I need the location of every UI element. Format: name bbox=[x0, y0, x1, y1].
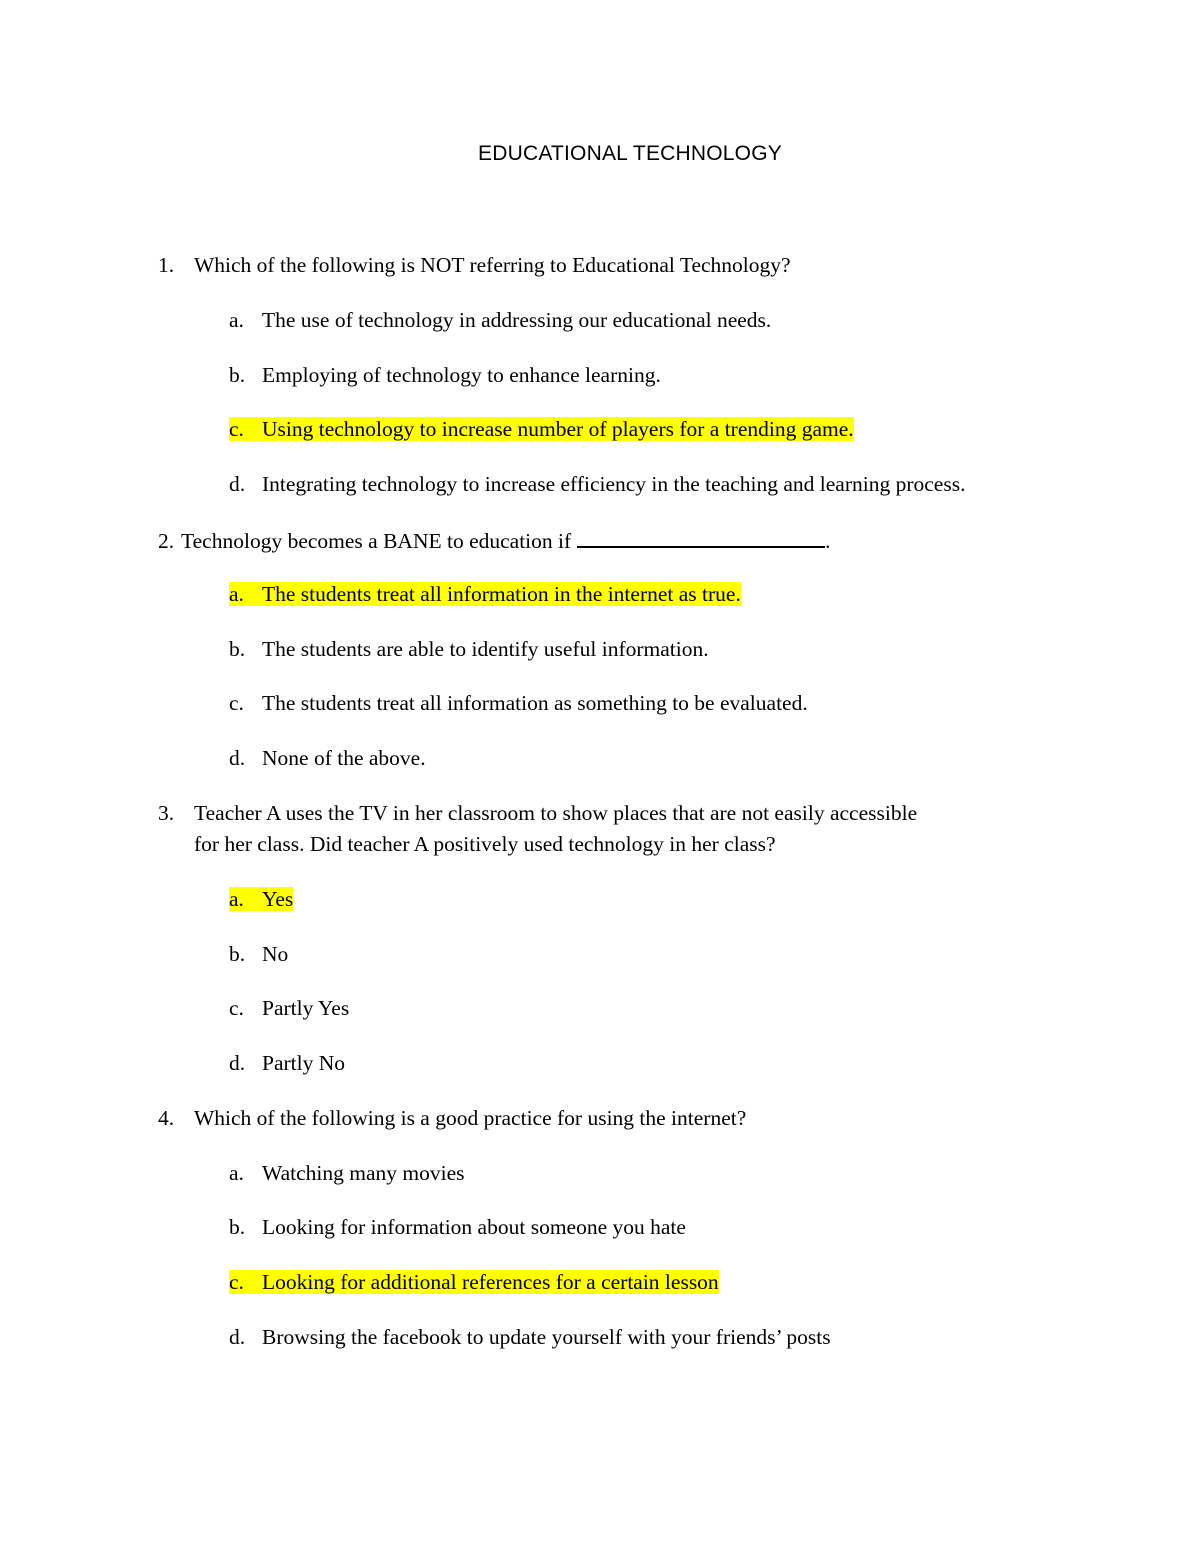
option-letter: d. bbox=[229, 472, 246, 496]
option-letter: c. bbox=[229, 691, 244, 715]
option-1a bbox=[229, 305, 771, 335]
option-3b bbox=[229, 939, 288, 969]
option-4d bbox=[229, 1322, 831, 1352]
option-letter: a. bbox=[229, 1161, 244, 1185]
option-letter: c. bbox=[229, 996, 244, 1020]
option-1d bbox=[229, 469, 965, 499]
option-4c-highlighted bbox=[229, 1267, 719, 1297]
option-text: Looking for information about someone you hate bbox=[262, 1215, 686, 1239]
question-number: 2. bbox=[158, 529, 175, 553]
option-text: Using technology to increase number of players for a trending game. bbox=[262, 417, 854, 441]
document-title: EDUCATIONAL TECHNOLOGY bbox=[478, 142, 782, 165]
option-4b bbox=[229, 1212, 686, 1242]
question-text: Technology becomes a BANE to education if bbox=[181, 529, 572, 553]
option-letter: c. bbox=[229, 1270, 244, 1294]
option-4a bbox=[229, 1158, 464, 1188]
option-text: The students are able to identify useful information. bbox=[262, 637, 709, 661]
option-text: Looking for additional references for a certain lesson bbox=[262, 1270, 719, 1294]
question-4 bbox=[158, 1103, 746, 1133]
question-1 bbox=[158, 250, 791, 280]
question-text: Which of the following is a good practice for using the internet? bbox=[194, 1106, 747, 1130]
question-2 bbox=[158, 524, 831, 556]
option-text: Partly Yes bbox=[262, 996, 350, 1020]
question-number: 3. bbox=[158, 801, 175, 825]
question-number: 4. bbox=[158, 1106, 175, 1130]
option-2a-highlighted bbox=[229, 579, 741, 609]
option-text: None of the above. bbox=[262, 746, 426, 770]
option-letter: a. bbox=[229, 582, 244, 606]
option-text: Yes bbox=[262, 887, 294, 911]
question-3 bbox=[158, 798, 917, 828]
option-text: No bbox=[262, 942, 289, 966]
option-3a-highlighted bbox=[229, 884, 293, 914]
option-text: Watching many movies bbox=[262, 1161, 465, 1185]
question-3-line-2 bbox=[194, 829, 776, 859]
option-letter: d. bbox=[229, 746, 246, 770]
option-letter: b. bbox=[229, 1215, 246, 1239]
question-text-continued: for her class. Did teacher A positively used technology in her class? bbox=[194, 832, 776, 856]
option-2c bbox=[229, 688, 808, 718]
option-letter: b. bbox=[229, 637, 246, 661]
option-text: Integrating technology to increase efficiency in the teaching and learning process. bbox=[262, 472, 966, 496]
option-2d bbox=[229, 743, 426, 773]
option-text: The students treat all information in the internet as true. bbox=[262, 582, 741, 606]
option-1c-highlighted bbox=[229, 414, 854, 444]
fill-in-blank bbox=[577, 524, 825, 548]
option-letter: a. bbox=[229, 308, 244, 332]
question-number: 1. bbox=[158, 253, 175, 277]
question-text-end: . bbox=[825, 529, 831, 553]
option-letter: a. bbox=[229, 887, 244, 911]
option-3d bbox=[229, 1048, 345, 1078]
option-text: Partly No bbox=[262, 1051, 346, 1075]
option-3c bbox=[229, 993, 349, 1023]
option-text: Browsing the facebook to update yourself with your friends’ posts bbox=[262, 1325, 831, 1349]
option-letter: b. bbox=[229, 942, 246, 966]
option-letter: d. bbox=[229, 1325, 246, 1349]
option-text: The students treat all information as something to be evaluated. bbox=[262, 691, 808, 715]
option-1b bbox=[229, 360, 661, 390]
option-text: The use of technology in addressing our educational needs. bbox=[262, 308, 772, 332]
option-2b bbox=[229, 634, 709, 664]
option-letter: d. bbox=[229, 1051, 246, 1075]
option-letter: b. bbox=[229, 363, 246, 387]
question-text: Which of the following is NOT referring to Educational Technology? bbox=[194, 253, 791, 277]
option-letter: c. bbox=[229, 417, 244, 441]
question-text: Teacher A uses the TV in her classroom to show places that are not easily accessible bbox=[194, 801, 918, 825]
option-text: Employing of technology to enhance learning. bbox=[262, 363, 661, 387]
